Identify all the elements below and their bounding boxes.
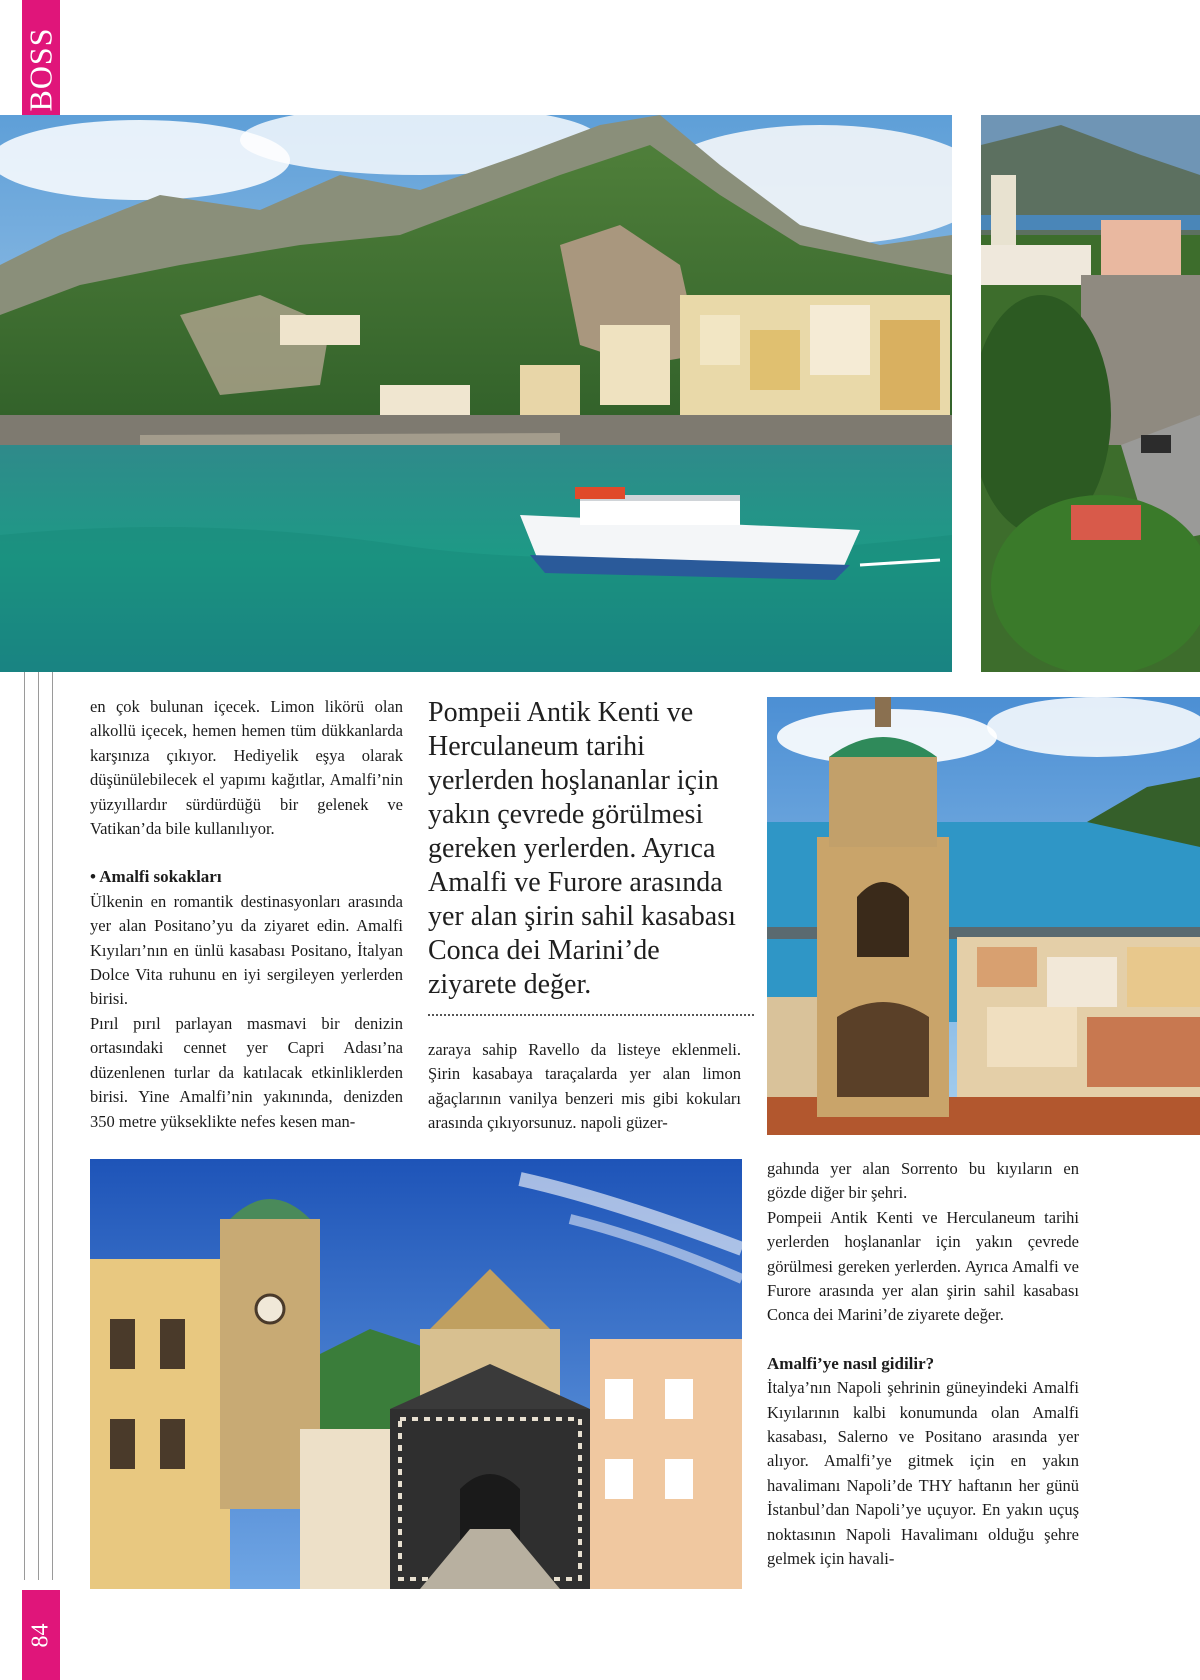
body-paragraph: Pompeii Antik Kenti ve Herculaneum tarihi yerlerden hoşlananlar için yakın çevrede görülmesi gereken yerlerden. Ayrıca Amalfi ve Furore arasında yer alan şirin sahil kasabası Conca dei Marini’de ziyarete değer. xyxy=(767,1207,1079,1325)
body-paragraph: en çok bulunan içecek. Limon likörü olan alkollü içecek, hemen hemen tüm dükkanlarda karşınıza çıkıyor. Hediyelik eşya olarak düşünülebilecek el yapımı kağıtlar, Amalfi’nin yüzyıllardır sürdürdüğü bir gelenek ve Vatikan’da bile kullanılıyor. xyxy=(90,697,403,839)
section-heading: • Amalfi sokakları xyxy=(90,867,222,887)
page-number xyxy=(22,1590,60,1680)
body-paragraph: gahında yer alan Sorrento bu kıyıların en gözde diğer bir şehri. xyxy=(767,1159,1079,1203)
body-paragraph: Pırıl pırıl parlayan masmavi bir denizin ortasındaki cennet yer Capri Adası’na düzenlenen turlar da katılacak etkinliklerden birisi. Yine Amalfi’nin yakınında, denizden 350 metre yükseklikte nefes kesen man- xyxy=(90,1013,403,1131)
margin-rule xyxy=(52,570,53,1580)
photo-coastal-road xyxy=(981,115,1200,672)
photo-amalfi-cathedral xyxy=(90,1159,742,1589)
body-paragraph: İtalya’nın Napoli şehrinin güneyindeki Amalfi Kıyılarının kalbi konumunda olan Amalfi kasabası, Salerno ve Positano arasında yer alıyor. Amalfi’ye gitmek için en yakın havalimanı Napoli’de THY haftanın her günü İstanbul’dan Napoli’ye uçuyor. En yakın uçuş noktasının Napoli Havalimanı olduğu şehre gelmek için havali- xyxy=(767,1378,1079,1569)
margin-rule xyxy=(38,570,39,1580)
hero-photo-amalfi-coast xyxy=(0,115,952,672)
article-column-right xyxy=(767,1157,1079,1572)
page-number-text: 84 xyxy=(27,1623,54,1647)
pull-quote-divider xyxy=(428,1014,754,1016)
brand-name: BOSS xyxy=(22,26,59,112)
section-heading: Amalfi’ye nasıl gidilir? xyxy=(767,1353,935,1373)
photo-bell-tower xyxy=(767,697,1200,1135)
body-paragraph: Ülkenin en romantik destinasyonları arasında yer alan Positano’yu da ziyaret edin. Amalfi Kıyıları’nın en ünlü kasabası Positano, İtalyan Dolce Vita ruhunu en iyi sergileyen yerlerden birisi. xyxy=(90,891,403,1009)
article-column-left xyxy=(90,695,403,1134)
body-paragraph: zaraya sahip Ravello da listeye eklenmeli. Şirin kasabaya taraçalarda yer alan limon ağaçlarının vanilya benzeri mis gibi kokuları arasında çıkıyorsunuz. napoli güzer- xyxy=(428,1040,741,1133)
margin-rule xyxy=(24,570,25,1580)
article-column-middle xyxy=(428,1038,741,1136)
pull-quote: Pompeii Antik Kenti ve Herculaneum tarihi yerlerden hoşlananlar için yakın çevrede görülmesi gereken yerlerden. Ayrıca Amalfi ve Furore arasında yer alan şirin sahil kasabası Conca dei Marini’de ziyarete değer. xyxy=(428,697,736,1000)
